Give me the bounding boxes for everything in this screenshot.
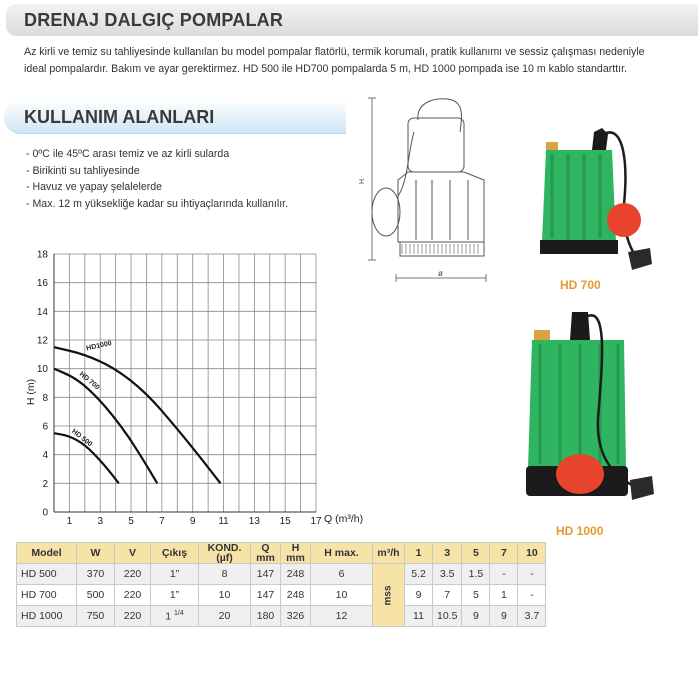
y-tick-label: 2 <box>42 478 48 490</box>
table-row: HD 1000 750 220 1 $^{1/4}$ 20 180 326 12 11 10.5 9 9 3.7 <box>17 606 546 627</box>
x-tick-label: 9 <box>189 516 196 527</box>
y-tick-label: 14 <box>36 306 48 318</box>
list-item: - Max. 12 m yüksekliğe kadar su ihtiyaçlarında kullanılır. <box>26 196 288 213</box>
y-tick-label: 16 <box>36 278 48 290</box>
x-tick-label: 15 <box>279 516 291 527</box>
chart-curves <box>54 340 220 483</box>
pump-handle <box>570 312 590 340</box>
x-tick-labels <box>67 516 322 527</box>
list-item: - Havuz ve yapay şelalelerde <box>26 179 288 196</box>
pump-outlet <box>546 142 558 150</box>
list-item: - Birikinti su tahliyesinde <box>26 163 288 180</box>
series-label: HD 700 <box>77 370 101 392</box>
col-h: H mm <box>281 543 311 564</box>
x-tick-label: 1 <box>66 516 73 527</box>
col-q7: 7 <box>490 543 518 564</box>
x-axis-label: Q (m³/h) <box>324 513 364 525</box>
plug-icon <box>630 476 654 500</box>
col-q5: 5 <box>462 543 490 564</box>
y-tick-label: 12 <box>36 335 48 347</box>
technical-drawing <box>356 92 506 287</box>
col-v: V <box>115 543 151 564</box>
specs-table <box>16 542 546 627</box>
intro-line: Az kirli ve temiz su tahliyesinde kullanılan bu model pompalar flatörlü, termik korumalı, pratik kullanımı ve sessiz çalışması nedeniyle <box>24 46 645 58</box>
section-bar <box>4 100 346 134</box>
x-tick-label: 17 <box>310 516 322 527</box>
y-axis-label: H (m) <box>25 378 37 406</box>
x-tick-label: 11 <box>218 516 229 527</box>
pump-outlet <box>534 330 550 340</box>
col-q1: 1 <box>405 543 433 564</box>
pump-handle <box>592 128 608 150</box>
col-model: Model <box>17 543 77 564</box>
performance-chart <box>0 236 380 536</box>
col-hmax: H max. <box>311 543 373 564</box>
pump-body <box>528 340 626 468</box>
col-unit: m³/h <box>373 543 405 564</box>
y-tick-label: 8 <box>42 392 48 404</box>
col-w: W <box>77 543 115 564</box>
diameter-label: ø <box>438 269 443 278</box>
col-kond: KOND. (µf) <box>199 543 251 564</box>
x-tick-label: 3 <box>97 516 104 527</box>
float-switch <box>607 203 641 237</box>
model-label-hd700: HD 700 <box>560 278 601 292</box>
series-line <box>54 347 220 483</box>
series-label: HD1000 <box>85 340 113 353</box>
float-switch <box>556 454 604 494</box>
x-tick-label: 13 <box>248 516 260 527</box>
title-bar <box>6 4 698 36</box>
col-q: Q mm <box>251 543 281 564</box>
x-tick-label: 5 <box>128 516 134 527</box>
col-cikis: Çıkış <box>151 543 199 564</box>
x-tick-label: 7 <box>159 516 165 527</box>
y-tick-label: 18 <box>36 249 48 261</box>
model-label-hd1000: HD 1000 <box>556 524 604 538</box>
page-title: DRENAJ DALGIÇ POMPALAR <box>24 10 284 30</box>
list-item: - 0ºC ile 45ºC arası temiz ve az kirli sularda <box>26 146 288 163</box>
pump-hd700-image <box>532 124 662 274</box>
table-header-row <box>17 543 546 564</box>
table-row: HD 500 370 220 1” 8 147 248 6 mss 5.2 3.5 1.5 - - <box>17 564 546 585</box>
intro-text <box>24 44 700 78</box>
y-tick-label: 0 <box>42 507 48 519</box>
y-tick-label: 6 <box>42 421 48 433</box>
section-title: KULLANIM ALANLARI <box>24 107 215 127</box>
series-label: HD 500 <box>70 428 94 449</box>
pump-hd1000-image <box>518 308 668 518</box>
col-q10: 10 <box>518 543 546 564</box>
y-tick-label: 10 <box>36 364 48 376</box>
col-q3: 3 <box>433 543 462 564</box>
cikis-cell: 1 $^{1/4}$ <box>151 606 199 627</box>
height-label: H <box>359 178 366 184</box>
y-tick-labels <box>37 250 49 519</box>
table-row: HD 700 500 220 1” 10 147 248 10 9 7 5 1 - <box>17 585 546 606</box>
y-tick-label: 4 <box>42 450 48 462</box>
uses-list <box>26 146 288 212</box>
intro-line: ideal pompalardır. Bakım ve ayar gerektirmez. HD 500 ile HD700 pompalarda 5 m, HD 1000 pompada ise 10 m kablo standarttır. <box>24 63 627 75</box>
unit-mss: mss <box>373 564 405 627</box>
